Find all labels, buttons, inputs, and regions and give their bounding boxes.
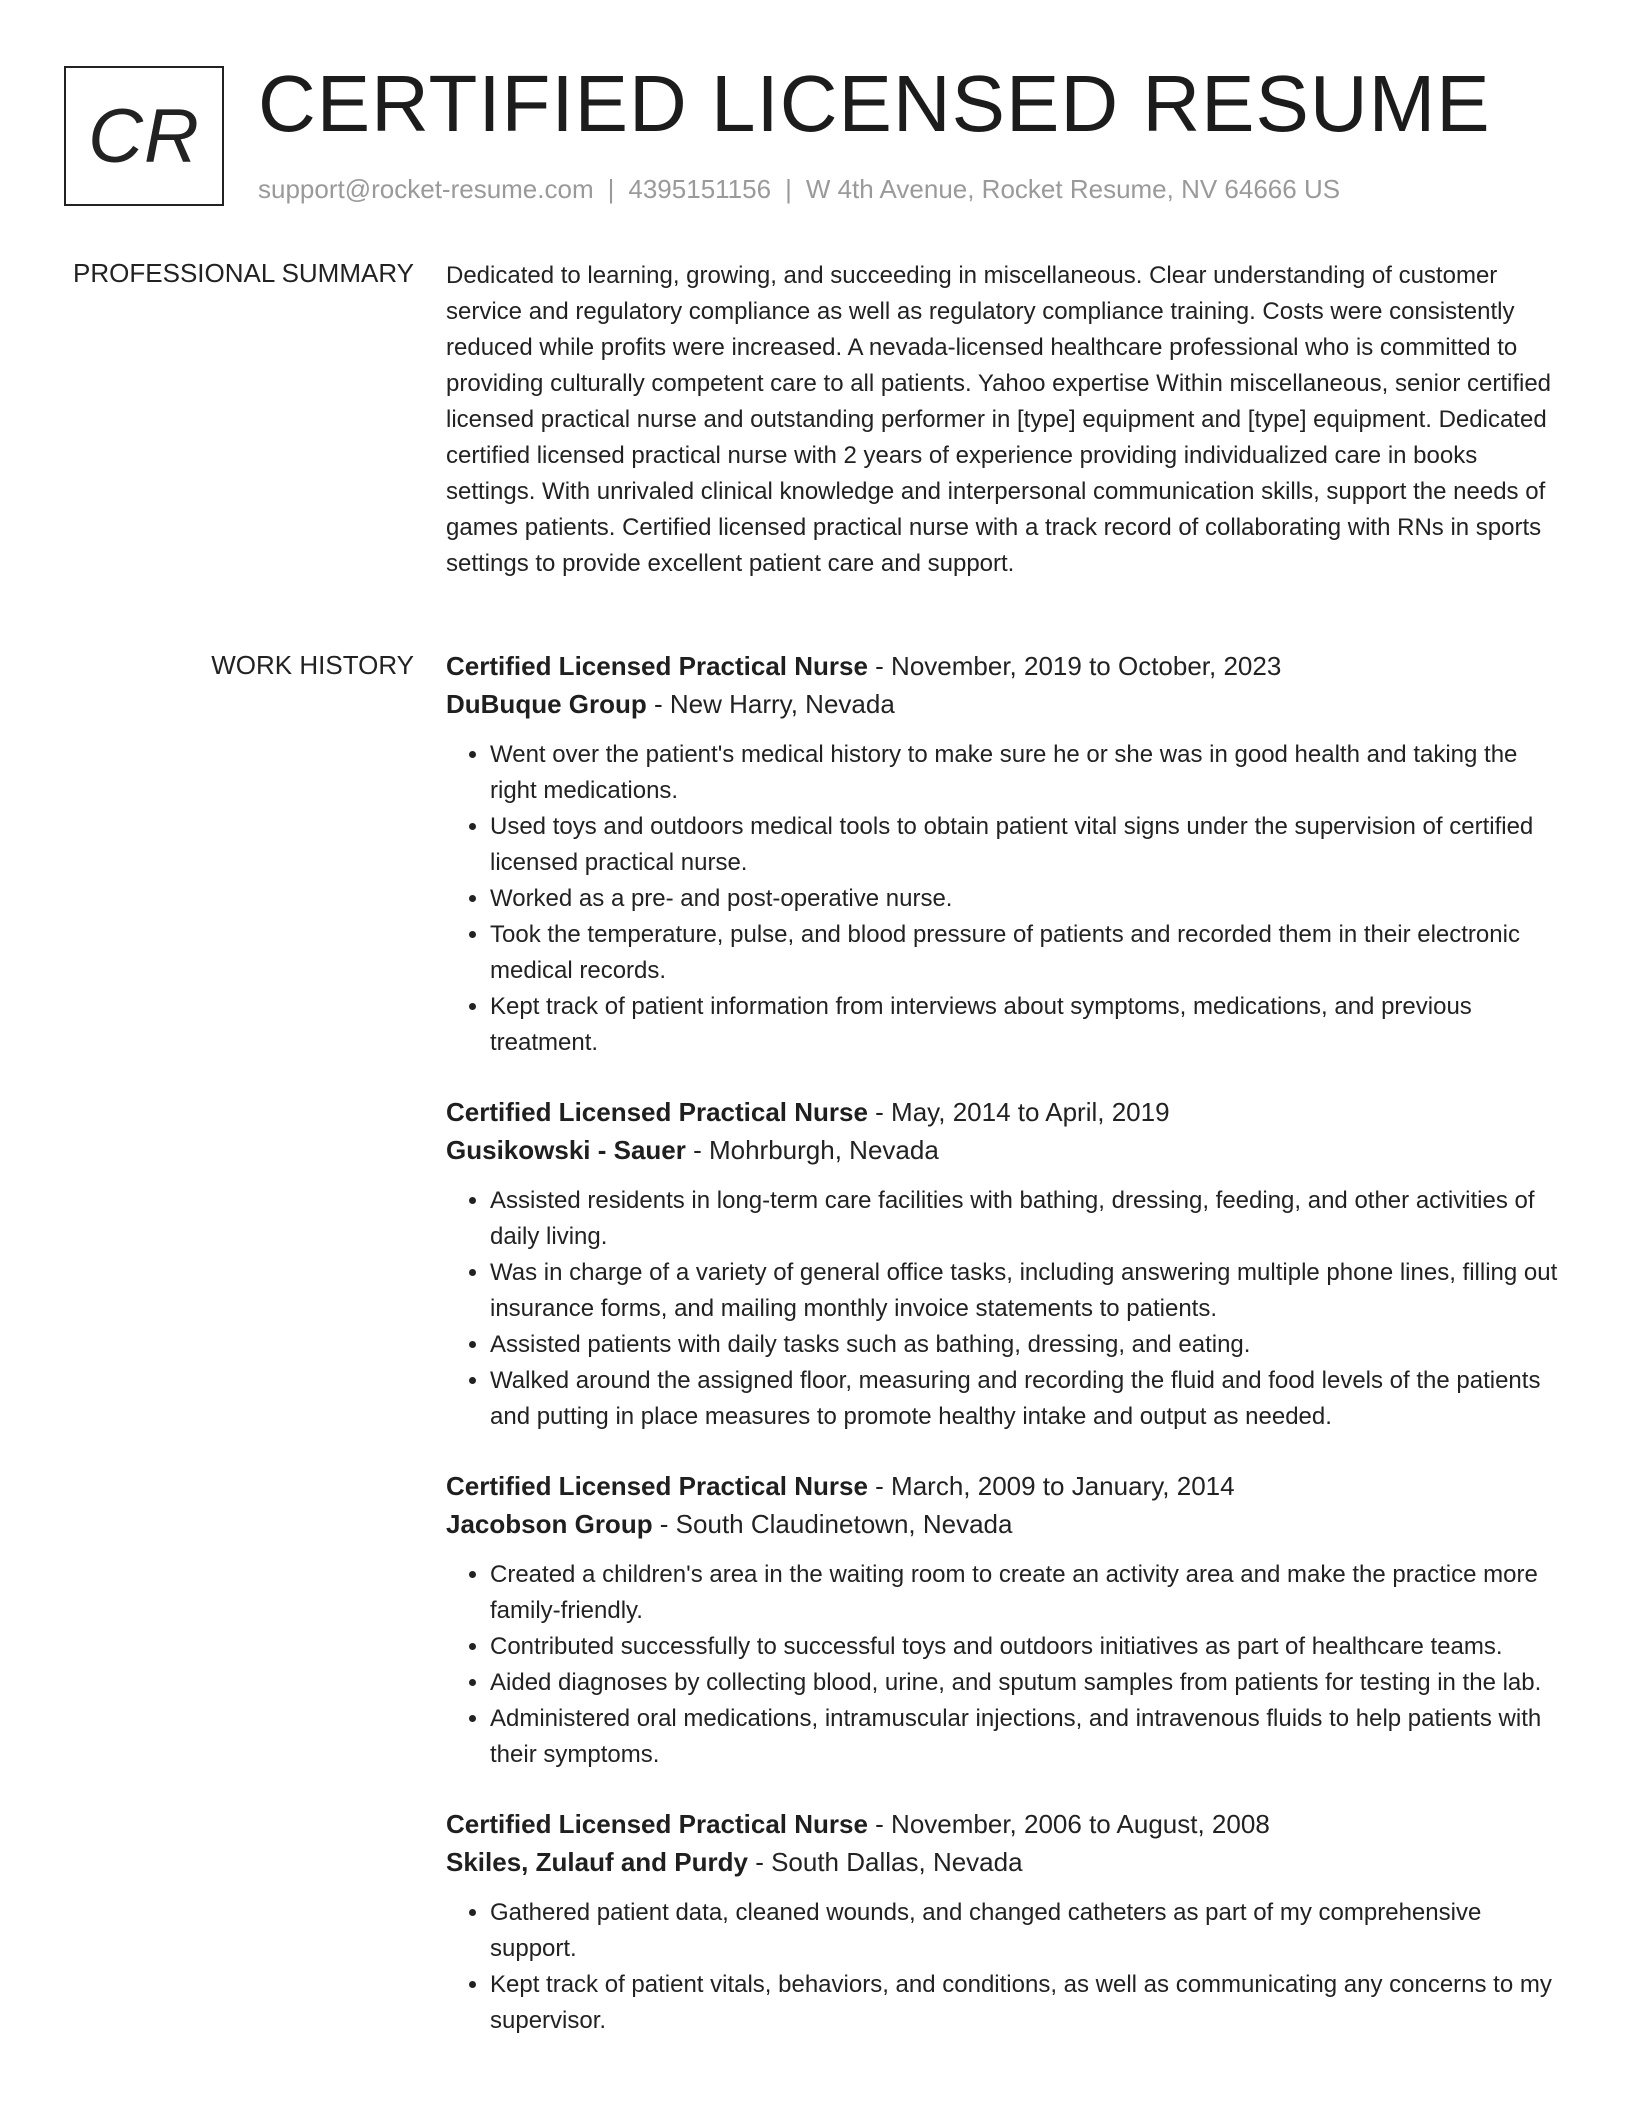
job-title-line [446, 1467, 1566, 1505]
job-location: - Mohrburgh, Nevada [685, 1135, 939, 1165]
job-title-line [446, 1093, 1566, 1131]
job-company: Gusikowski - Sauer [446, 1135, 686, 1165]
job-bullets [446, 1895, 1566, 2039]
job-bullet: • Kept track of patient information from interviews about symptoms, medications, and previous treatment. [490, 989, 1566, 1061]
job-bullet: • Used toys and outdoors medical tools to obtain patient vital signs under the supervision of certified licensed practical nurse. [490, 809, 1566, 881]
work-history-section-label: WORK HISTORY [211, 650, 414, 680]
job-dates: - March, 2009 to January, 2014 [867, 1471, 1235, 1501]
job-company-line [446, 1505, 1566, 1543]
job-bullet: • Took the temperature, pulse, and blood pressure of patients and recorded them in their electronic medical records. [490, 917, 1566, 989]
summary-section-label: PROFESSIONAL SUMMARY [73, 258, 414, 288]
summary-section [446, 258, 1566, 582]
contact-phone[interactable]: 4395151156 [628, 174, 772, 204]
monogram-box [64, 66, 224, 206]
job-dates: - November, 2019 to October, 2023 [867, 651, 1282, 681]
job-bullet: • Contributed successfully to successful toys and outdoors initiatives as part of healthcare teams. [490, 1629, 1566, 1665]
job-location: - South Claudinetown, Nevada [652, 1509, 1013, 1539]
job-title: Certified Licensed Practical Nurse [446, 1097, 868, 1127]
job-bullet: • Created a children's area in the waiting room to create an activity area and make the practice more family-friendly. [490, 1557, 1566, 1629]
job-bullet: • Gathered patient data, cleaned wounds, and changed catheters as part of my comprehensive support. [490, 1895, 1566, 1967]
job-bullets [446, 1183, 1566, 1435]
work-history-section [446, 647, 1566, 2071]
job-bullet: • Was in charge of a variety of general office tasks, including answering multiple phone lines, filling out insurance forms, and mailing monthly invoice statements to patients. [490, 1255, 1566, 1327]
job-company-line [446, 1843, 1566, 1881]
job-entry [446, 647, 1566, 1061]
job-company: DuBuque Group [446, 689, 647, 719]
contact-line [258, 174, 1340, 205]
job-entry [446, 1467, 1566, 1773]
summary-text: Dedicated to learning, growing, and succeeding in miscellaneous. Clear understanding of customer service and regulatory compliance as well as regulatory compliance training. Costs were consistently reduced while profits were increased. A nevada-licensed healthcare professional who is committed to providing culturally competent care to all patients. Yahoo expertise Within miscellaneous, senior certified licensed practical nurse and outstanding performer in [type] equipment and [type] equipment. Dedicated certified licensed practical nurse with 2 years of experience providing individualized care in books settings. With unrivaled clinical knowledge and interpersonal communication skills, support the needs of games patients. Certified licensed practical nurse with a track record of collaborating with RNs in sports settings to provide excellent patient care and support. [446, 262, 1552, 577]
job-bullet: • Assisted residents in long-term care facilities with bathing, dressing, feeding, and other activities of daily living. [490, 1183, 1566, 1255]
job-bullet: • Assisted patients with daily tasks such as bathing, dressing, and eating. [490, 1327, 1566, 1363]
job-bullet: • Went over the patient's medical history to make sure he or she was in good health and taking the right medications. [490, 737, 1566, 809]
job-bullet: • Administered oral medications, intramuscular injections, and intravenous fluids to help patients with their symptoms. [490, 1701, 1566, 1773]
monogram-initials: CR [88, 93, 200, 179]
job-company: Skiles, Zulauf and Purdy [446, 1847, 748, 1877]
job-company: Jacobson Group [446, 1509, 653, 1539]
job-bullet: • Kept track of patient vitals, behaviors, and conditions, as well as communicating any concerns to my supervisor. [490, 1967, 1566, 2039]
contact-address: W 4th Avenue, Rocket Resume, NV 64666 US [805, 174, 1341, 204]
job-entry [446, 1093, 1566, 1435]
job-bullet: • Aided diagnoses by collecting blood, urine, and sputum samples from patients for testing in the lab. [490, 1665, 1566, 1701]
contact-separator: | [607, 174, 615, 204]
job-dates: - May, 2014 to April, 2019 [867, 1097, 1170, 1127]
job-dates: - November, 2006 to August, 2008 [867, 1809, 1270, 1839]
job-title-line [446, 647, 1566, 685]
job-company-line [446, 685, 1566, 723]
job-company-line [446, 1131, 1566, 1169]
job-bullet: • Worked as a pre- and post-operative nurse. [490, 881, 1566, 917]
job-entry [446, 1805, 1566, 2039]
contact-separator: | [785, 174, 792, 204]
job-bullets [446, 1557, 1566, 1773]
job-bullet: • Walked around the assigned floor, measuring and recording the fluid and food levels of the patients and putting in place measures to promote healthy intake and output as needed. [490, 1363, 1566, 1435]
contact-email[interactable]: support@rocket-resume.com [258, 174, 594, 204]
job-title: Certified Licensed Practical Nurse [446, 1809, 868, 1839]
job-bullets [446, 737, 1566, 1061]
job-title: Certified Licensed Practical Nurse [446, 651, 868, 681]
job-title: Certified Licensed Practical Nurse [446, 1471, 868, 1501]
resume-title: CERTIFIED LICENSED RESUME [258, 59, 1491, 148]
job-location: - New Harry, Nevada [646, 689, 895, 719]
job-location: - South Dallas, Nevada [747, 1847, 1023, 1877]
job-title-line [446, 1805, 1566, 1843]
